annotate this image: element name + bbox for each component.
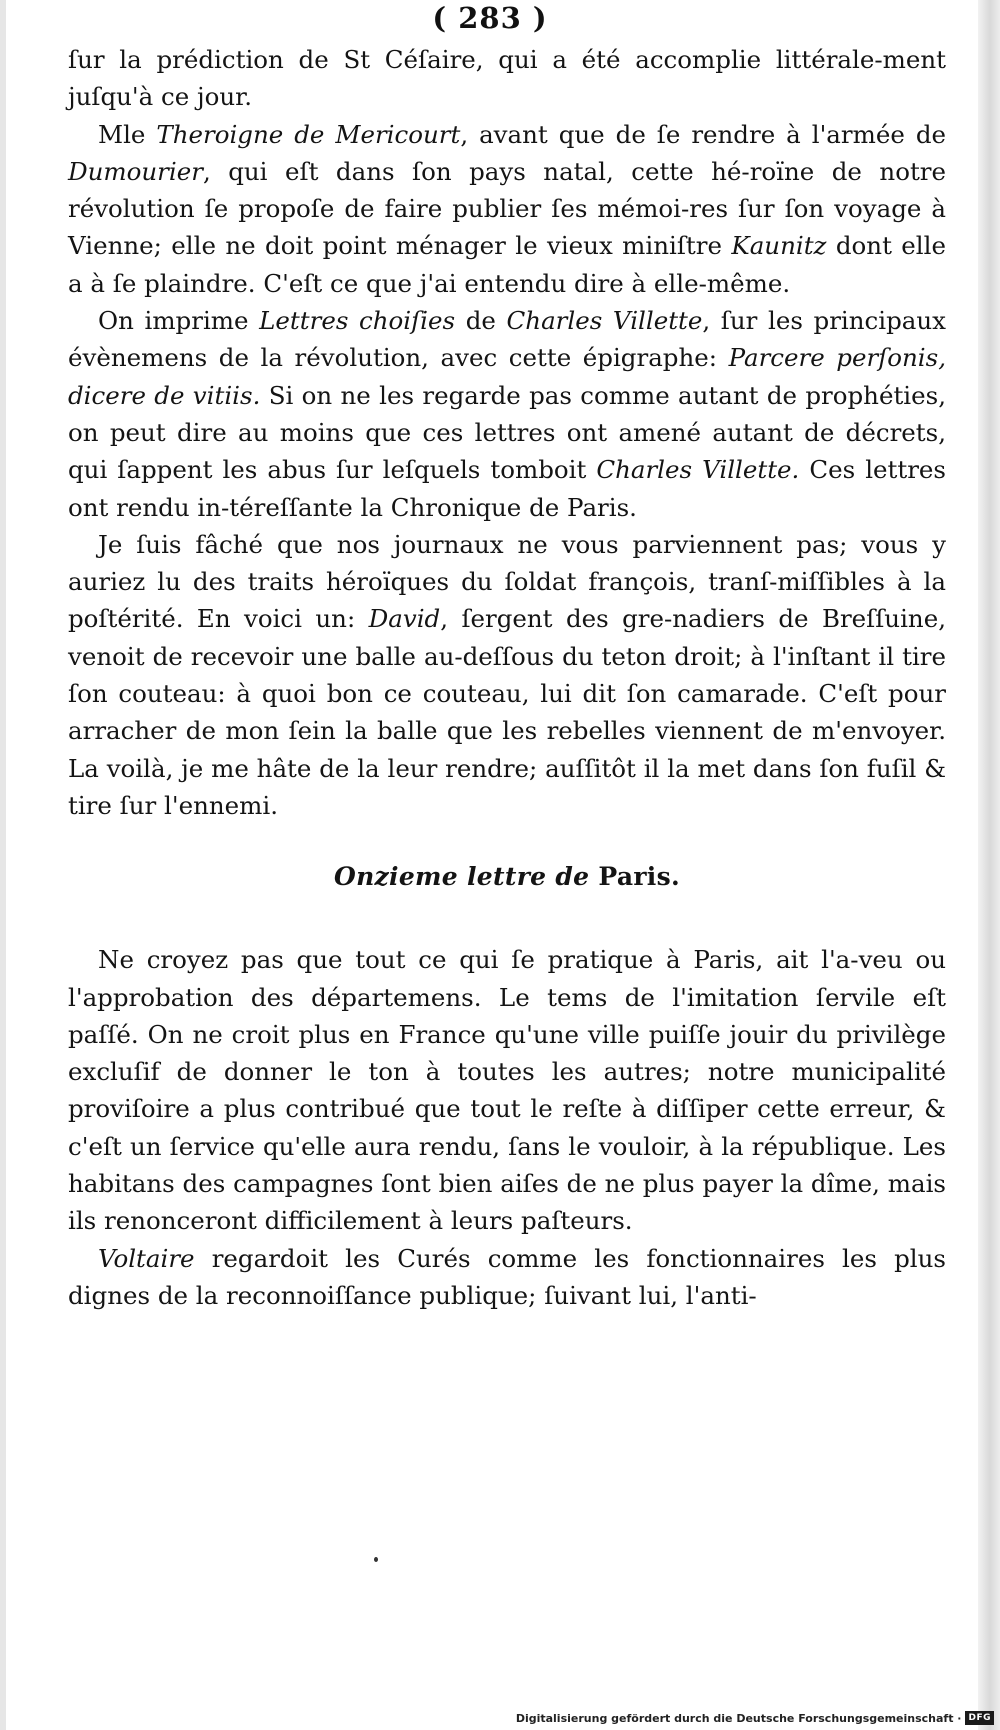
italic-phrase: David bbox=[368, 604, 441, 634]
paragraph bbox=[68, 526, 946, 824]
italic-phrase: Parcere perſonis, dicere de vitiis. bbox=[68, 343, 946, 410]
paragraph bbox=[68, 941, 946, 1239]
page-number: ( 283 ) bbox=[432, 1, 548, 35]
paragraph bbox=[68, 116, 946, 302]
text-run: Ces lettres ont rendu in-téreſſante la Chronique de Paris. bbox=[68, 455, 946, 522]
text-run: , ſergent des gre-nadiers de Breſſuine, venoit de recevoir une balle au-deſſous du teton droit; à l'inſtant il tire ſon couteau: à quoi bon ce couteau, lui dit ſon camarade. C'eſt pour arracher de mon ſein la balle que les rebelles viennent de m'envoyer. La voilà, je me hâte de la leur rendre; auſſitôt il la met dans ſon fuſil & tire ſur l'ennemi. bbox=[68, 604, 946, 820]
text-run: On imprime bbox=[98, 306, 260, 336]
paragraph bbox=[68, 302, 946, 526]
italic-phrase: Voltaire bbox=[98, 1243, 195, 1273]
paragraph bbox=[68, 41, 946, 116]
italic-phrase: Lettres choiſies bbox=[259, 306, 456, 336]
body-text bbox=[68, 41, 946, 1314]
text-run: Si on ne les regarde pas comme autant de prophéties, on peut dire au moins que ces lettres ont amené autant de décrets, qui ſappent les abus ſur leſquels tomboit bbox=[68, 380, 947, 485]
text-run: Je ſuis fâché que nos journaux ne vous parviennent pas; vous y auriez lu des traits héroïques du ſoldat françois, tranſ-miſſibles à la poſtérité. En voici un: bbox=[68, 529, 946, 634]
text-run: Ne croyez pas que tout ce qui ſe pratique à Paris, ait l'a-veu ou l'approbation des départemens. Le tems de l'imitation ſervile eſt paſſé. On ne croit plus en France qu'une ville puiſſe jouir du privilège excluſif de donner le ton à toutes les autres; notre municipalité proviſoire a plus contribué que tout le reſte à diſſiper cette erreur, & c'eſt un ſervice qu'elle aura rendu, ſans le vouloir, à la république. Les habitans des campagnes ſont bien aiſes de ne plus payer la dîme, mais ils renonceront difficilement à leurs paſteurs. bbox=[68, 945, 946, 1236]
paragraphs-after-heading bbox=[68, 941, 946, 1314]
paragraph bbox=[68, 1240, 946, 1315]
italic-phrase: Kaunitz bbox=[731, 231, 827, 261]
letter-heading bbox=[68, 858, 946, 895]
text-run: , avant que de ſe rendre à l'armée de bbox=[460, 119, 946, 149]
italic-phrase: Charles Villette. bbox=[596, 455, 800, 485]
digitization-footer bbox=[516, 1710, 994, 1726]
italic-phrase: Dumourier bbox=[68, 156, 203, 186]
italic-phrase: Theroigne de Mericourt bbox=[156, 119, 461, 149]
letter-heading-city: Paris. bbox=[598, 862, 680, 892]
text-run: regardoit les Curés comme les fonctionnaires les plus dignes de la reconnoiſſance publique; ſuivant lui, l'anti- bbox=[68, 1243, 946, 1310]
text-run: ſur la prédiction de St Céſaire, qui a été accomplie littérale-ment juſqu'à ce jour. bbox=[68, 45, 946, 112]
text-run: dont elle a à ſe plaindre. C'eſt ce que j'ai entendu dire à elle-même. bbox=[68, 231, 946, 298]
dfg-logo: DFG bbox=[965, 1711, 994, 1725]
text-run: , ſur les principaux évènemens de la révolution, avec cette épigraphe: bbox=[68, 306, 946, 373]
text-run: , qui eſt dans ſon pays natal, cette hé-roïne de notre révolution ſe propoſe de faire publier ſes mémoi-res ſur ſon voyage à Vienne; elle ne doit point ménager le vieux miniſtre bbox=[68, 156, 946, 261]
text-run: de bbox=[455, 306, 507, 336]
italic-phrase: Charles Villette bbox=[506, 306, 703, 336]
footer-credit: Digitalisierung gefördert durch die Deutsche Forschungsgemeinschaft · bbox=[515, 1711, 962, 1725]
text-run: Mle bbox=[98, 119, 157, 149]
paragraphs-before-heading bbox=[68, 41, 946, 824]
letter-heading-italic: Onzieme lettre de bbox=[334, 862, 590, 892]
ink-speck bbox=[374, 1557, 378, 1562]
